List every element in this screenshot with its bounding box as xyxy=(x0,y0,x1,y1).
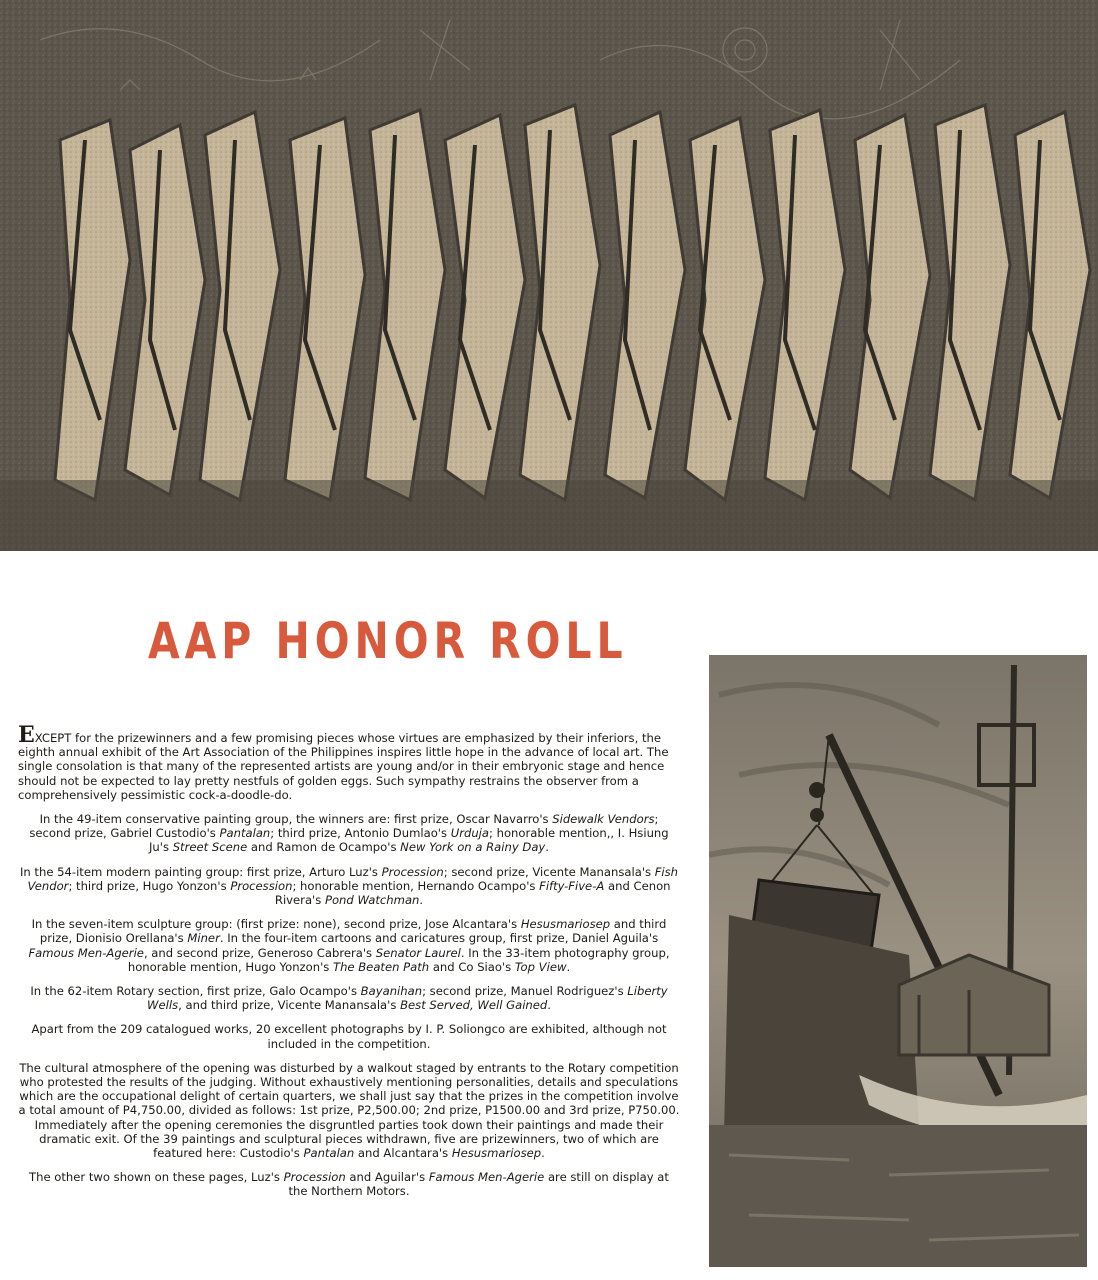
paragraph-walkout: The cultural atmosphere of the opening was disturbed by a walkout staged by entrants to the Rotary competition who protested the results of the judging. Without exhaustively mentioning personalities, details and speculations which are the occupational delight of certain quarters, we shall just say that the prizes in the competition involve a total amount of P4,750.00, divided as follows: 1st prize, P2,500.00; 2nd prize, P1500.00 and 3rd prize, P750.00. Immediately after the opening ceremonies the disgruntled parties took down their paintings and made their dramatic exit. Of the 39 paintings and sculptural pieces withdrawn, five are prizewinners, two of which are featured here: Custodio's Pantalan and Alcantara's Hesusmariosep. xyxy=(18,1060,680,1161)
drop-cap: E xyxy=(18,722,35,748)
procession-artwork xyxy=(0,0,1098,551)
paragraph-rotary-section: In the 62-item Rotary section, first prize, Galo Ocampo's Bayanihan; second prize, Manuel Rodriguez's Liberty Wells, and third prize, Vicente Manansala's Best Served, Well Gained. xyxy=(30,984,668,1013)
article-body xyxy=(18,722,680,1209)
paragraph-conservative-painting: In the 49-item conservative painting group, the winners are: first prize, Oscar Navarro's Sidewalk Vendors; second prize, Gabriel Custodio's Pantalan; third prize, Antonio Dumlao's Urduja; honorable mention,, I. Hsiung Ju's Street Scene and Ramon de Ocampo's New York on a Rainy Day. xyxy=(29,812,669,855)
paragraph-photographs: Apart from the 209 catalogued works, 20 excellent photographs by I. P. Soliongco are exhibited, although not included in the competition. xyxy=(31,1022,667,1051)
paragraph-sculpture-cartoons-photography: In the seven-item sculpture group: (first prize: none), second prize, Jose Alcantara's Hesusmariosep and third prize, Dionisio Orellana's Miner. In the four-item cartoons and caricatures group, first prize, Daniel Aguila's Famous Men-Agerie, and second prize, Generoso Cabrera's Senator Laurel. In the 33-item photography group, honorable mention, Hugo Yonzon's The Beaten Path and Co Siao's Top View. xyxy=(28,917,670,974)
paragraph-on-display: The other two shown on these pages, Luz's Procession and Aguilar's Famous Men-Agerie are still on display at the Northern Motors. xyxy=(29,1170,669,1199)
harbor-artwork xyxy=(709,655,1087,1267)
paragraph-intro xyxy=(18,722,680,802)
paragraph-intro-text: XCEPT for the prizewinners and a few promising pieces whose virtues are emphasized by their inferiors, the eighth annual exhibit of the Art Association of the Philippines inspires little hope in the advance of local art. The single consolation is that many of the represented artists are young and/or in their embryonic stage and hence should not be expected to lay pretty nestfuls of golden eggs. Such sympathy restrains the observer from a comprehensively pessimistic cock-a-doodle-do. xyxy=(18,731,669,802)
harbor-illustration xyxy=(709,655,1087,1267)
page-title: AAP HONOR ROLL xyxy=(148,612,628,670)
paragraph-modern-painting: In the 54-item modern painting group: first prize, Arturo Luz's Procession; second prize, Vicente Manansala's Fish Vendor; third prize, Hugo Yonzon's Procession; honorable mention, Hernando Ocampo's Fifty-Five-A and Cenon Rivera's Pond Watchman. xyxy=(19,864,679,908)
procession-illustration xyxy=(0,0,1098,551)
